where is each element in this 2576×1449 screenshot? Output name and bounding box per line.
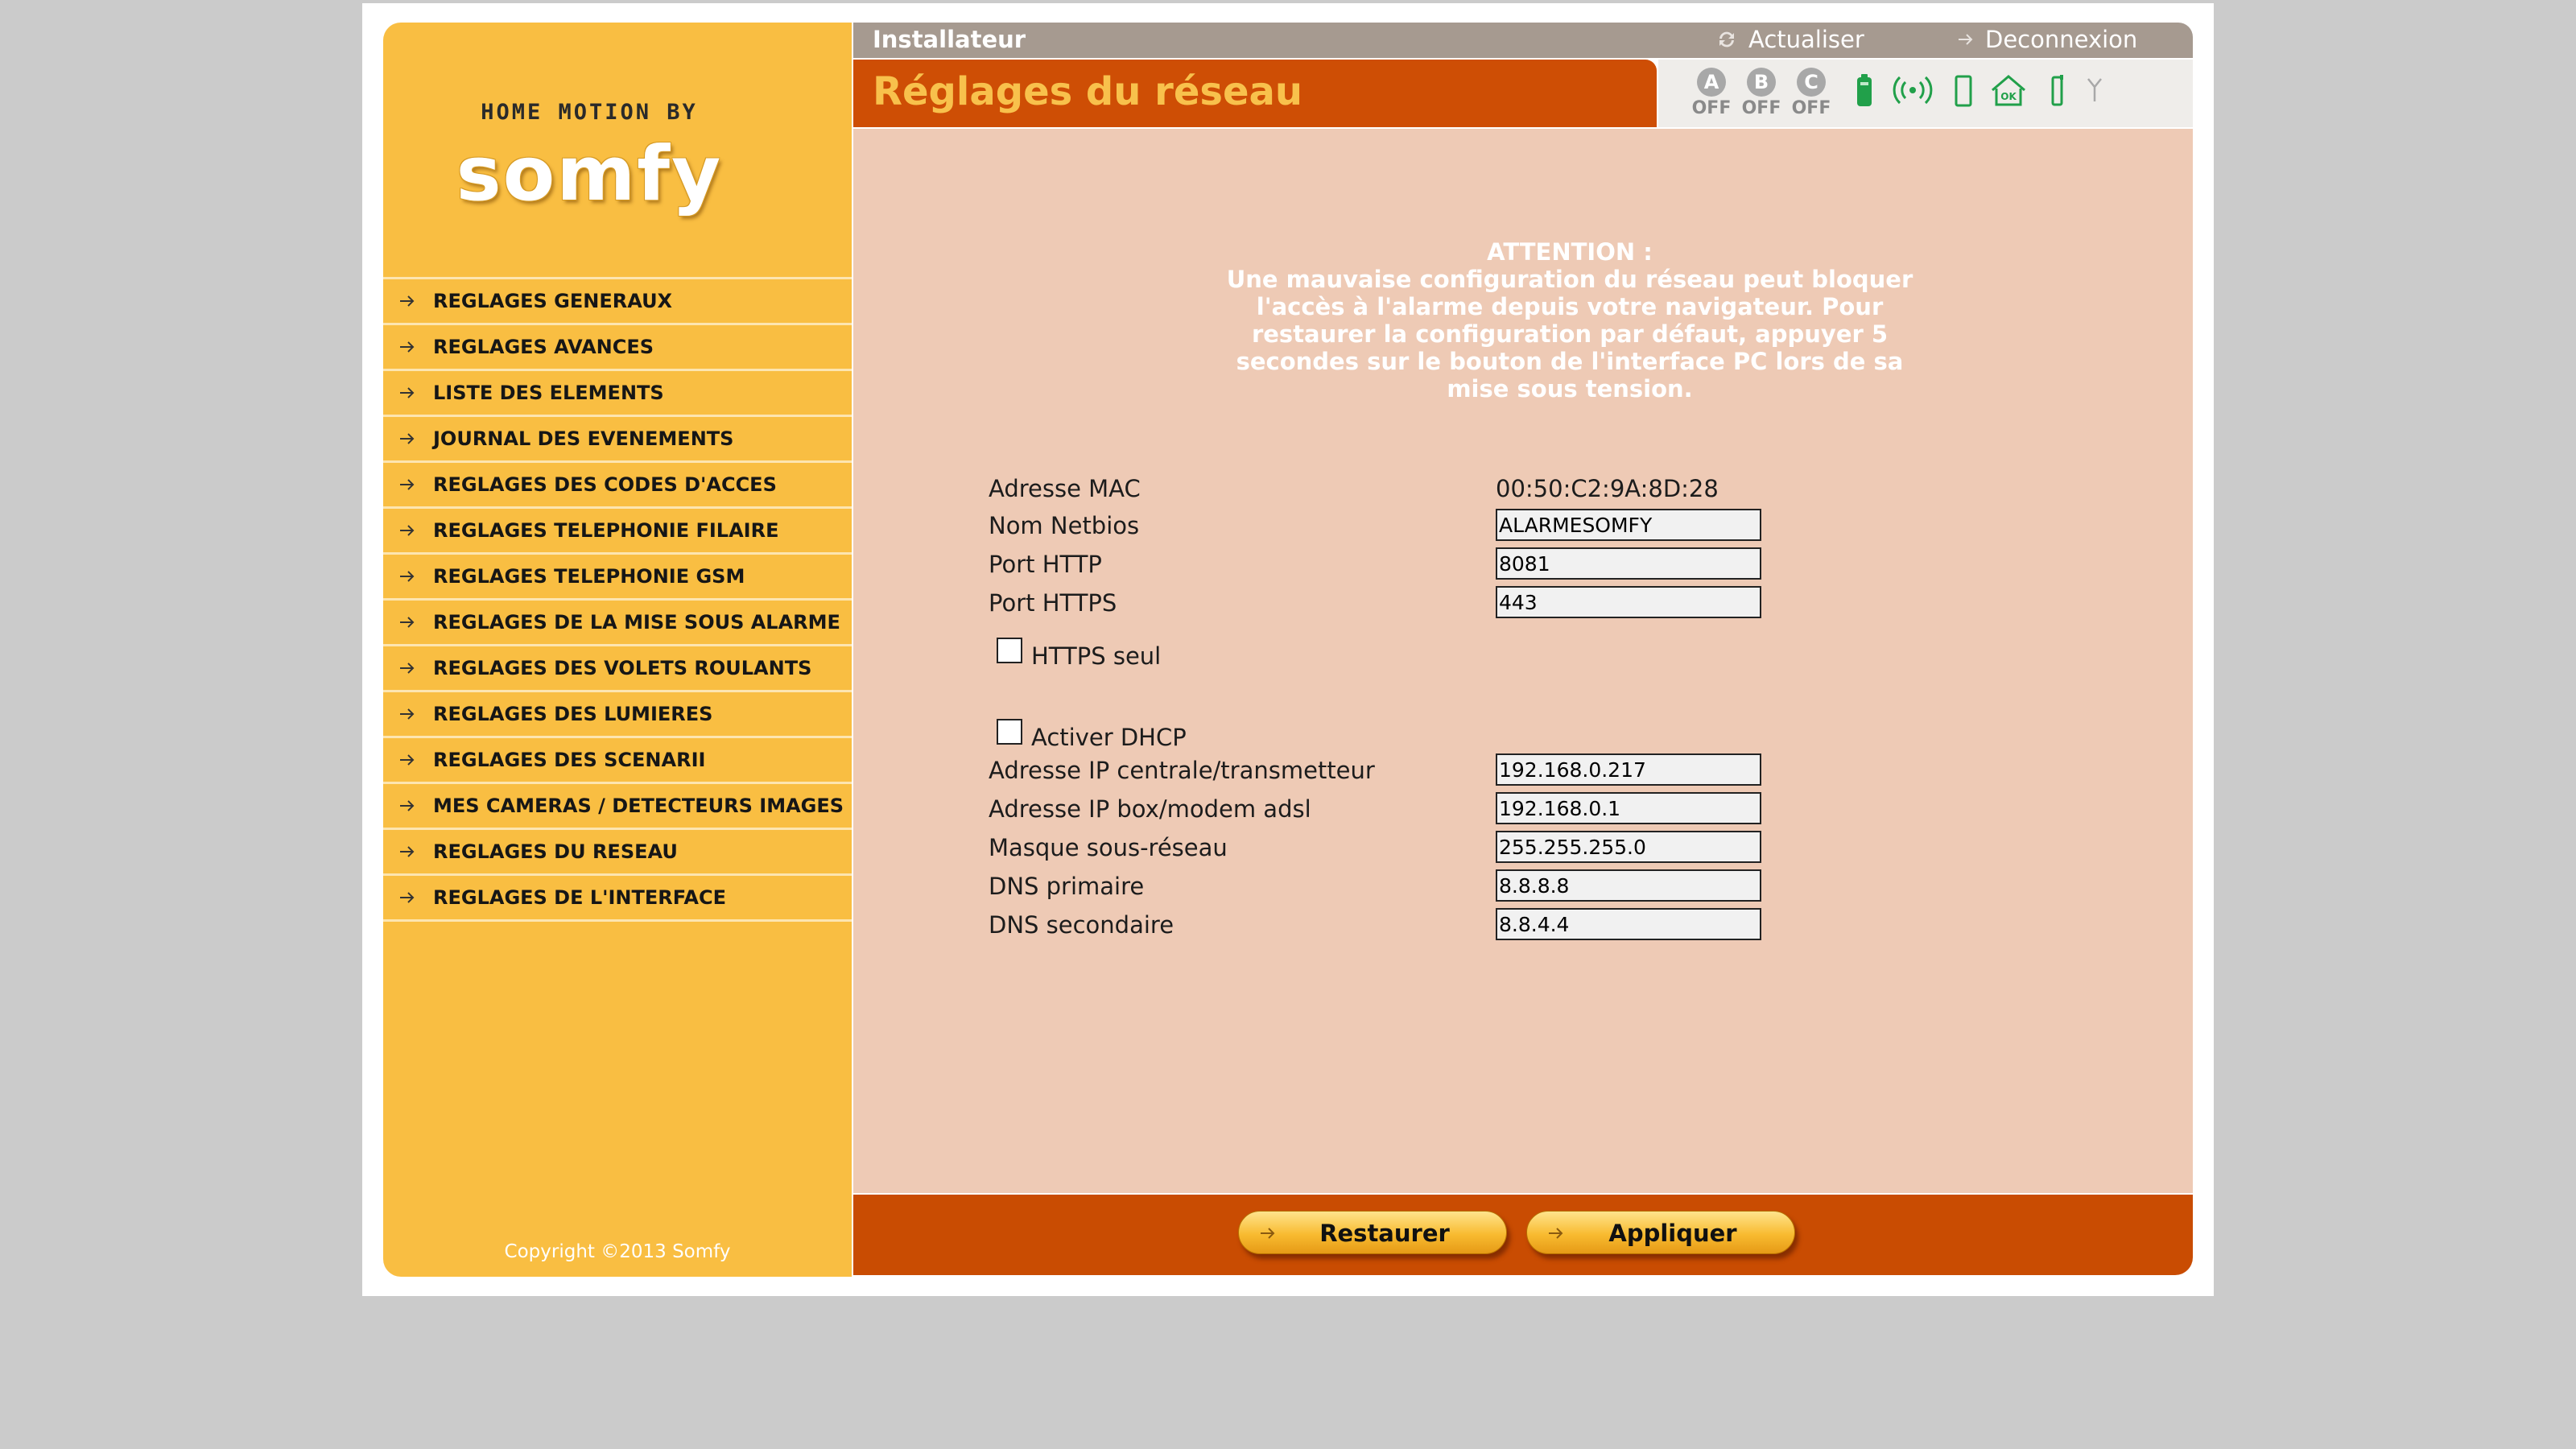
zone-b-status	[1739, 68, 1784, 119]
mac-label: Adresse MAC	[989, 475, 1141, 502]
warning-message	[1167, 238, 1972, 402]
ip-central-input[interactable]	[1496, 753, 1761, 786]
sidebar-item-label: REGLAGES DU RESEAU	[433, 840, 678, 863]
sidebar-item-label: REGLAGES TELEPHONIE FILAIRE	[433, 519, 779, 542]
warning-line: Une mauvaise configuration du réseau peut bloquer	[1226, 266, 1913, 293]
refresh-icon	[1715, 27, 1739, 52]
mac-value: 00:50:C2:9A:8D:28	[1496, 475, 1719, 502]
arrow-right-icon	[398, 842, 417, 861]
dns-primary-label: DNS primaire	[989, 873, 1145, 900]
arrow-right-icon	[398, 475, 417, 494]
arrow-right-icon	[1956, 30, 1975, 49]
http-port-row	[989, 546, 2035, 581]
sidebar-item-interface[interactable]	[383, 876, 852, 922]
sidebar-item-telephonie-filaire[interactable]	[383, 509, 852, 555]
https-port-row	[989, 584, 2035, 620]
dns-secondary-input[interactable]	[1496, 908, 1761, 940]
refresh-label: Actualiser	[1748, 26, 1864, 53]
top-bar	[853, 23, 2193, 58]
warning-line: secondes sur le bouton de l'interface PC lors de sa	[1236, 348, 1904, 375]
arrow-right-icon	[398, 704, 417, 724]
zone-letter: A	[1697, 68, 1726, 97]
sidebar-item-label: REGLAGES DES VOLETS ROULANTS	[433, 657, 812, 679]
sidebar-item-label: REGLAGES DES CODES D'ACCES	[433, 473, 777, 496]
subnet-input[interactable]	[1496, 831, 1761, 863]
dhcp-checkbox[interactable]	[997, 719, 1022, 745]
mac-row	[989, 470, 2035, 506]
somfy-logo	[452, 72, 726, 218]
sidebar-item-label: REGLAGES DE L'INTERFACE	[433, 886, 726, 909]
sidebar-item-volets-roulants[interactable]	[383, 646, 852, 692]
dns-primary-input[interactable]	[1496, 869, 1761, 902]
arrow-right-icon	[398, 613, 417, 632]
sidebar-item-label: REGLAGES GENERAUX	[433, 290, 673, 312]
arrow-right-icon	[398, 750, 417, 770]
logo-brand: somfy	[456, 130, 723, 218]
arrow-right-icon	[398, 291, 417, 311]
arrow-right-icon	[398, 521, 417, 540]
arrow-right-icon	[398, 796, 417, 815]
zone-state: OFF	[1691, 98, 1732, 118]
sidebar-item-reglages-avances[interactable]	[383, 325, 852, 371]
https-port-label: Port HTTPS	[989, 589, 1117, 617]
subnet-label: Masque sous-réseau	[989, 834, 1228, 861]
arrow-right-icon	[398, 429, 417, 448]
http-port-input[interactable]	[1496, 547, 1761, 580]
phone-icon	[2048, 72, 2067, 109]
zone-a-status	[1689, 68, 1734, 119]
sidebar-item-label: MES CAMERAS / DETECTEURS IMAGES	[433, 795, 844, 817]
dns-secondary-label: DNS secondaire	[989, 911, 1174, 939]
footer-bar	[853, 1195, 2193, 1275]
sidebar-item-label: LISTE DES ELEMENTS	[433, 382, 664, 404]
sidebar-item-label: REGLAGES DES LUMIERES	[433, 703, 713, 725]
arrow-right-icon	[398, 567, 417, 586]
https-only-label: HTTPS seul	[1031, 642, 1162, 670]
https-only-checkbox[interactable]	[997, 638, 1022, 663]
zone-letter: B	[1747, 68, 1776, 97]
sidebar-item-reseau[interactable]	[383, 830, 852, 876]
ip-central-row	[989, 752, 2035, 787]
dhcp-label: Activer DHCP	[1031, 724, 1187, 751]
sidebar-item-reglages-generaux[interactable]	[383, 279, 852, 325]
netbios-label: Nom Netbios	[989, 512, 1140, 539]
logo-tagline: HOME MOTION BY	[481, 100, 698, 125]
logout-button[interactable]	[1956, 26, 2137, 53]
radio-signal-icon	[1892, 72, 1934, 109]
zone-state: OFF	[1791, 98, 1831, 118]
warning-line: restaurer la configuration par défaut, appuyer 5	[1251, 320, 1889, 348]
sidebar-item-label: JOURNAL DES EVENEMENTS	[433, 427, 734, 450]
house-ok-text: OK	[2000, 91, 2017, 102]
zone-c-status	[1789, 68, 1834, 119]
restore-button[interactable]	[1238, 1211, 1507, 1254]
refresh-button[interactable]	[1715, 26, 1864, 53]
sidebar-item-label: REGLAGES AVANCES	[433, 336, 654, 358]
arrow-right-icon	[398, 337, 417, 357]
house-ok-icon	[1988, 72, 2029, 109]
ip-central-label: Adresse IP centrale/transmetteur	[989, 757, 1375, 784]
ip-box-row	[989, 791, 2035, 826]
sidebar-item-liste-elements[interactable]	[383, 371, 852, 417]
dns-primary-row	[989, 868, 2035, 903]
battery-icon	[1855, 72, 1874, 109]
https-port-input[interactable]	[1496, 586, 1761, 618]
ip-box-input[interactable]	[1496, 792, 1761, 824]
antenna-icon	[2085, 72, 2104, 109]
page-title: Réglages du réseau	[873, 69, 1303, 114]
sidebar-item-label: REGLAGES DE LA MISE SOUS ALARME	[433, 611, 840, 634]
ip-box-label: Adresse IP box/modem adsl	[989, 795, 1311, 823]
door-icon	[1953, 72, 1974, 109]
sidebar-item-journal-evenements[interactable]	[383, 417, 852, 463]
user-role: Installateur	[873, 26, 1026, 53]
arrow-right-icon	[398, 383, 417, 402]
content-panel	[853, 129, 2193, 1193]
sidebar-item-label: REGLAGES DES SCENARII	[433, 749, 706, 771]
status-bar	[1658, 60, 2193, 127]
warning-line: mise sous tension.	[1447, 375, 1693, 402]
arrow-right-icon	[398, 888, 417, 907]
sidebar-item-cameras[interactable]	[383, 784, 852, 830]
netbios-row	[989, 507, 2035, 543]
copyright: Copyright ©2013 Somfy	[504, 1241, 731, 1262]
sidebar-item-lumieres[interactable]	[383, 692, 852, 738]
sidebar-item-mise-sous-alarme[interactable]	[383, 601, 852, 646]
sidebar-menu	[383, 277, 852, 922]
arrow-right-icon	[398, 658, 417, 678]
sidebar	[383, 23, 852, 1277]
sidebar-item-label: REGLAGES TELEPHONIE GSM	[433, 565, 745, 588]
logout-label: Deconnexion	[1985, 26, 2138, 53]
warning-line: l'accès à l'alarme depuis votre navigateur. Pour	[1256, 293, 1884, 320]
netbios-input[interactable]	[1496, 509, 1761, 541]
zone-state: OFF	[1741, 98, 1781, 118]
sidebar-item-codes-acces[interactable]	[383, 463, 852, 509]
sidebar-item-scenarii[interactable]	[383, 738, 852, 784]
title-bar	[853, 60, 1657, 127]
sidebar-item-telephonie-gsm[interactable]	[383, 555, 852, 601]
http-port-label: Port HTTP	[989, 551, 1102, 578]
dns-secondary-row	[989, 906, 2035, 942]
apply-label: Appliquer	[1608, 1220, 1737, 1247]
apply-button[interactable]	[1526, 1211, 1795, 1254]
subnet-row	[989, 829, 2035, 865]
zone-letter: C	[1797, 68, 1826, 97]
restore-label: Restaurer	[1319, 1220, 1450, 1247]
warning-title: ATTENTION :	[1487, 238, 1653, 266]
